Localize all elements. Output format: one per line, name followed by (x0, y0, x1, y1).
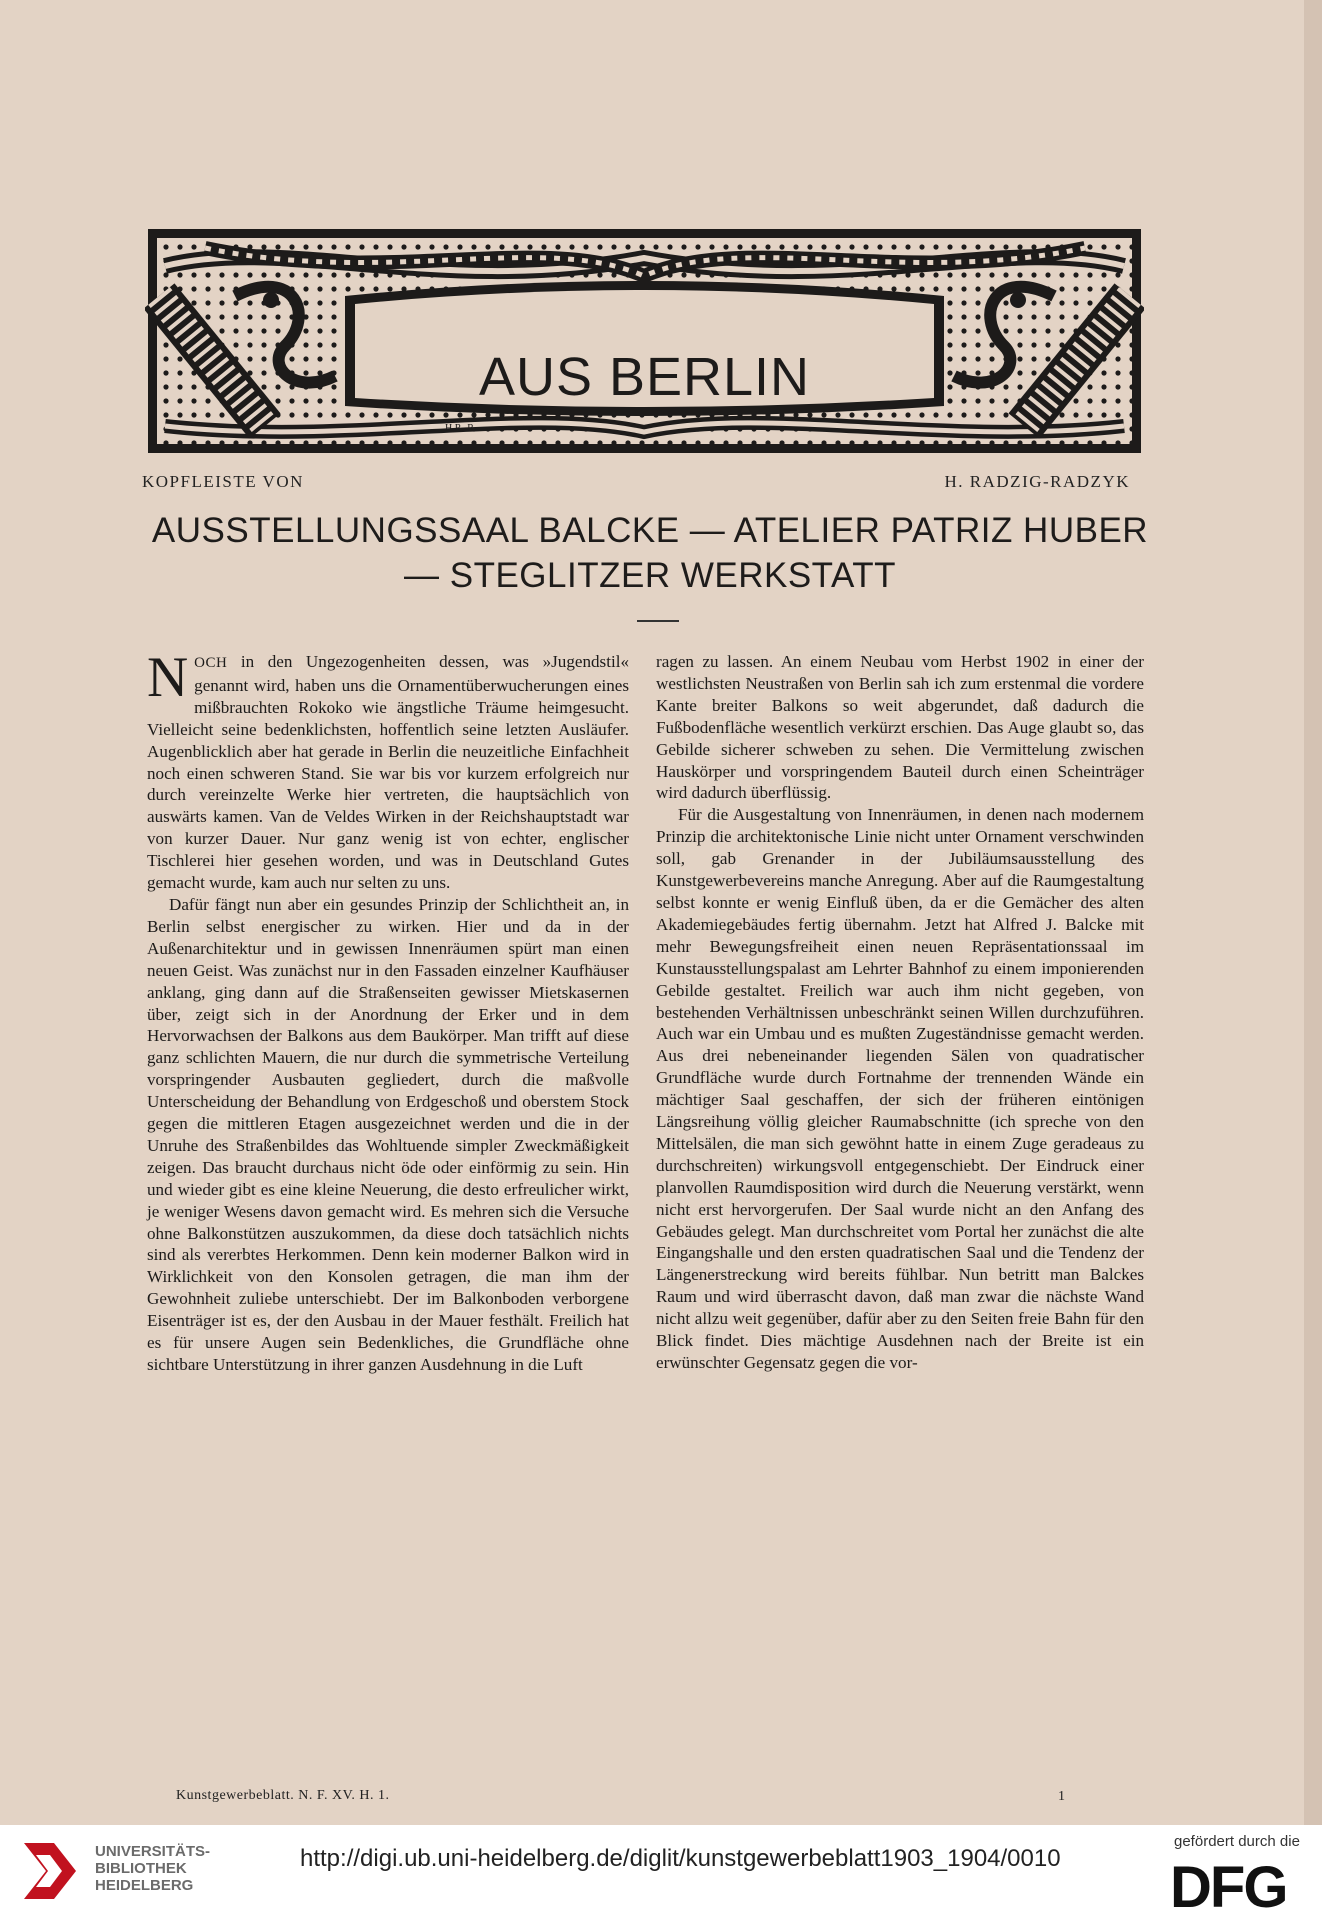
ornament-frame-graphic (145, 226, 1144, 456)
source-url[interactable]: http://digi.ub.uni-heidelberg.de/diglit/kunstgewerbeblatt1903_1904/0010 (300, 1845, 1061, 1872)
library-name-line-3: HEIDELBERG (95, 1877, 194, 1894)
drop-cap: N (147, 646, 189, 709)
ornament-monogram: H.R.-R. (445, 423, 477, 434)
library-name (95, 1843, 210, 1894)
article-headline (120, 508, 1180, 598)
headline-divider (637, 620, 679, 622)
dfg-logo: DFG (1170, 1855, 1287, 1920)
paragraph: Dafür fängt nun aber ein gesundes Prinzip der Schlichtheit an, in Berlin selbst energischer zu wirken. Hier und da in der Außenarchitektur und in gewissen Innenräumen spürt man einen neuen Geist. Was zunächst nur in den Fassaden einzelner Kaufhäuser anklang, ging dann auf die Straßenseiten gewisser Mietskasernen über, zeigt sich in der Anordnung der Erker und in dem Hervorwachsen der Balkons aus dem Baukörper. Man trifft auf diese ganz schlichten Mauern, die nur durch die symmetrische Verteilung vorspringender Ausbauten gegliedert, durch die maßvolle Unterscheidung der Behandlung von Erdgeschoß und oberstem Stock gegen die mittleren Etagen ausgezeichnet werden und die in der Unruhe des Straßenbildes das Wohltuende simpler Zweckmäßigkeit zeigen. Das braucht durchaus nicht öde oder einförmig zu sein. Hin und wieder gibt es eine kleine Neuerung, die desto erfreulicher wirkt, je weniger Wesens davon gemacht wird. Es mehren sich die Versuche ohne Balkonstützen auszukommen, da diese doch tatsächlich nichts sind als vererbtes Herkommen. Denn kein moderner Balkon wird in Wirklichkeit von den Konsolen getragen, die man ihm der Gewohnheit zuliebe unterschiebt. Der im Balkonboden verborgene Eisenträger ist es, der den Ausbau in der Mauer festhält. Freilich hat es für unsere Augen sein Bedenkliches, die Grundfläche ohne sichtbare Unterstützung in ihrer ganzen Ausdehnung in die Luft (147, 894, 629, 1374)
text-column-left (147, 646, 629, 1376)
page-edge-shadow (1304, 0, 1322, 1825)
credit-left: KOPFLEISTE VON (142, 472, 304, 491)
credit-right: H. RADZIG-RADZYK (944, 472, 1130, 491)
ornamental-header-banner (145, 226, 1144, 456)
funded-by-label: gefördert durch die (1174, 1833, 1300, 1850)
paragraph: Für die Ausgestaltung von Innenräumen, in denen nach modernem Prinzip die architektonische Linie nicht unter Ornament verschwinden soll, gab Grenander in der Jubiläumsausstellung des Kunstgewerbevereins manche Anregung. Aber auf die Raumgestaltung selbst konnte er wenig Einfluß üben, da er die Gemächer des alten Akademiegebäudes fertig übernahm. Jetzt hat Alfred J. Balcke mit mehr Bewegungsfreiheit einen neuen Repräsentationssaal im Kunstausstellungspalast am Lehrter Bahnhof zu einem imponierenden Gebilde gestaltet. Freilich war auch ihm nicht gegeben, von bestehenden Verhältnissen unbeschränkt seinen Willen durchzuführen. Auch war ein Umbau und es mußten Zugeständnisse gemacht werden. Aus drei nebeneinander liegenden Sälen von quadratischer Grundfläche wurde durch Fortnahme der trennenden Wände ein mächtiger Saal geschaffen, der sich der früheren eintönigen Längsreihung völlig gleicher Raumabschnitte (ich spreche von den Mittelsälen, die man sich gewöhnt hatte in einem Zuge geradeaus zu durchschreiten) wirkungsvoll entgegenschiebt. Der Eindruck einer planvollen Raumdisposition wird durch die Neuerung verstärkt, wenn nicht erst hervorgerufen. Der Saal wurde nicht an den Anfang des Gebäudes gelegt. Man durchschreitet vom Portal her zunächst die alte Eingangshalle und den ersten quadratischen Saal und die Tendenz der Längenerstreckung wird bereits fühlbar. Nun betritt man Balckes Raum und wird überrascht davon, daß man zwar die nächste Wand nicht allzu weit gegenüber, dafür aber zu den Seiten freie Bahn für den Blick findet. Dies mächtige Ausdehnen nach der Breite ist ein erwünschter Gegensatz gegen die vor- (656, 805, 1144, 1372)
banner-title: AUS BERLIN (478, 347, 811, 407)
headline-line-2: — STEGLITZER WERKSTATT (404, 556, 896, 595)
small-caps-lead: OCH (194, 655, 228, 671)
library-name-line-1: UNIVERSITÄTS- (95, 1843, 211, 1860)
library-name-line-2: BIBLIOTHEK (95, 1860, 187, 1877)
paragraph: ragen zu lassen. An einem Neubau vom Herbst 1902 in einer der westlichsten Neustraßen von Berlin sah ich zum erstenmal die vordere Kante breiter Balkons so weit abgerundet, daß dadurch die Fußbodenfläche wesentlich verkürzt erschien. Das Auge glaubt so, das Gebilde sicherer schweben zu sehen. Die Vermittelung zwischen Hauskörper und vorspringendem Bauteil durch einen Scheinträger wird dadurch überflüssig. (656, 652, 1144, 803)
university-library-logo-icon (14, 1835, 86, 1907)
digitization-bar (0, 1825, 1322, 1927)
journal-footer: Kunstgewerbeblatt. N. F. XV. H. 1. (176, 1788, 390, 1803)
page-number: 1 (1058, 1789, 1065, 1804)
paragraph-text: in den Ungezogenheiten dessen, was »Jugendstil« genannt wird, haben uns die Ornamentüberwucherungen eines mißbrauchten Rokoko wie ängstliche Träume heimgesucht. Vielleicht seine bedenklichsten, hoffentlich seine letzten Ausläufer. Augenblicklich aber hat gerade in Berlin die neuzeitliche Einfachheit noch einen schweren Stand. Sie war bis vor kurzem erfolgreich nur durch vereinzelte Werke hier vertreten, die hauptsächlich von auswärts kamen. Van de Veldes Wirken in der Reichshauptstadt war von kurzer Dauer. Nur ganz wenig ist von echter, englischer Tischlerei hier gesehen worden, und was in Deutschland Gutes gemacht wurde, kam auch nur selten zu uns. (147, 652, 629, 893)
headline-line-1: AUSSTELLUNGSSAAL BALCKE — ATELIER PATRIZ HUBER (151, 511, 1149, 550)
text-column-right (656, 651, 1144, 1374)
paragraph (147, 646, 629, 894)
